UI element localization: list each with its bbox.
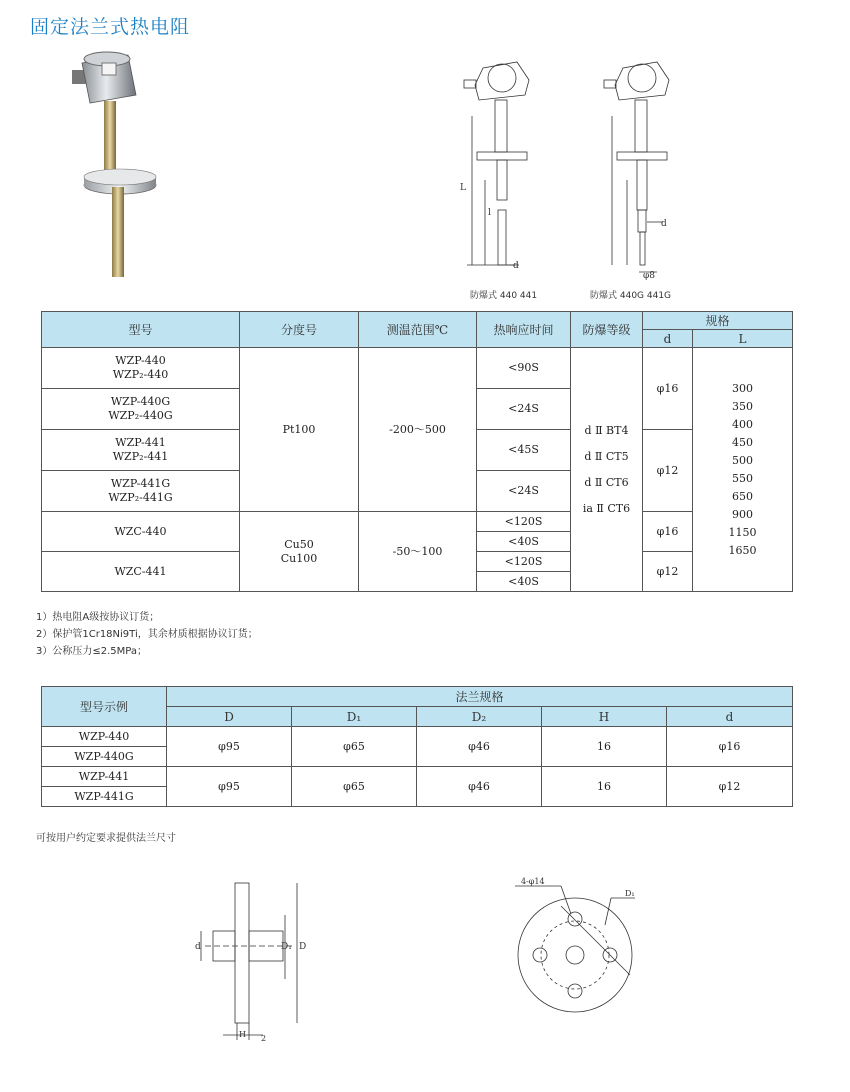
caption-440-441: 防爆式 440 441	[470, 291, 538, 301]
value-cell: 16	[542, 727, 667, 767]
value-cell: φ12	[667, 767, 793, 807]
product-photo	[60, 45, 180, 285]
notes	[36, 609, 258, 660]
graduation-pt: Pt100	[240, 348, 359, 512]
header-temp-range: 测温范围℃	[359, 312, 477, 348]
d-cell: φ16	[643, 348, 693, 430]
d-cell: φ16	[643, 512, 693, 552]
page-title: 固定法兰式热电阻	[30, 16, 191, 38]
col-D1: D₁	[292, 707, 417, 727]
H-label: H	[239, 1030, 246, 1039]
range-cu: -50～100	[359, 512, 477, 592]
header-graduation: 分度号	[240, 312, 359, 348]
response-cell: <40S	[477, 572, 571, 592]
response-cell: <120S	[477, 552, 571, 572]
col-H: H	[542, 707, 667, 727]
note-1: 1）热电阻A级按协议订货；	[36, 612, 160, 623]
L-label: L	[460, 183, 466, 193]
value-cell: φ16	[667, 727, 793, 767]
response-cell: <40S	[477, 532, 571, 552]
value-cell: φ65	[292, 767, 417, 807]
d-label-2: d	[661, 219, 667, 229]
explosion-proof-drawing-440G-441G	[595, 50, 695, 280]
response-cell: <120S	[477, 512, 571, 532]
model-cell: WZP-441	[42, 767, 167, 787]
response-cell: <90S	[477, 348, 571, 389]
value-cell: φ65	[292, 727, 417, 767]
caption-440G-441G: 防爆式 440G 441G	[590, 291, 672, 301]
L-values: 300 350 400 450 500 550 650 900 1150 1650	[693, 348, 793, 592]
model-cell: WZC-440	[42, 512, 240, 552]
d-label: d	[513, 261, 519, 271]
value-cell: φ95	[167, 727, 292, 767]
value-cell: φ46	[417, 727, 542, 767]
response-cell: <24S	[477, 471, 571, 512]
D1-label: D₁	[281, 942, 292, 952]
model-cell: WZC-441	[42, 552, 240, 592]
response-cell: <24S	[477, 389, 571, 430]
model-cell: WZP-440	[42, 727, 167, 747]
col-d: d	[667, 707, 793, 727]
model-cell: WZP-441G WZP₂-441G	[42, 471, 240, 512]
note-3: 3）公称压力≤2.5MPa；	[36, 646, 147, 657]
header-response: 热响应时间	[477, 312, 571, 348]
holes-label: 4-φ14	[521, 877, 545, 886]
graduation-cu: Cu50 Cu100	[240, 512, 359, 592]
flange-front-view	[505, 870, 645, 1020]
flange-side-view	[185, 875, 315, 1045]
col-D: D	[167, 707, 292, 727]
model-cell: WZP-441G	[42, 787, 167, 807]
model-cell: WZP-441 WZP₂-441	[42, 430, 240, 471]
flange-table	[41, 686, 793, 807]
value-cell: φ46	[417, 767, 542, 807]
header-explosion: 防爆等级	[571, 312, 643, 348]
d-cell: φ12	[643, 430, 693, 512]
footer-note: 可按用户约定要求提供法兰尺寸	[36, 833, 176, 844]
header-example: 型号示例	[42, 687, 167, 727]
l-label: l	[488, 208, 491, 218]
header-model: 型号	[42, 312, 240, 348]
explosion-proof-drawing-440-441	[455, 50, 555, 280]
d8-label: φ8	[643, 271, 656, 280]
spec-table	[41, 311, 793, 592]
d-label: d	[195, 942, 201, 952]
two-label: 2	[261, 1034, 267, 1043]
range-pt: -200～500	[359, 348, 477, 512]
header-d: d	[643, 330, 693, 348]
header-spec: 规格	[643, 312, 793, 330]
col-D2: D₂	[417, 707, 542, 727]
D1-label: D₁	[625, 889, 635, 898]
header-flange-spec: 法兰规格	[167, 687, 793, 707]
note-2: 2）保护管1Cr18Ni9Ti，其余材质根据协议订货；	[36, 629, 258, 640]
value-cell: 16	[542, 767, 667, 807]
D-label: D	[299, 942, 307, 952]
explosion-grades: d Ⅱ BT4 d Ⅱ CT5 d Ⅱ CT6 ia Ⅱ CT6	[571, 348, 643, 592]
value-cell: φ95	[167, 767, 292, 807]
model-cell: WZP-440G	[42, 747, 167, 767]
d-cell: φ12	[643, 552, 693, 592]
header-L: L	[693, 330, 793, 348]
response-cell: <45S	[477, 430, 571, 471]
model-cell: WZP-440G WZP₂-440G	[42, 389, 240, 430]
model-cell: WZP-440 WZP₂-440	[42, 348, 240, 389]
